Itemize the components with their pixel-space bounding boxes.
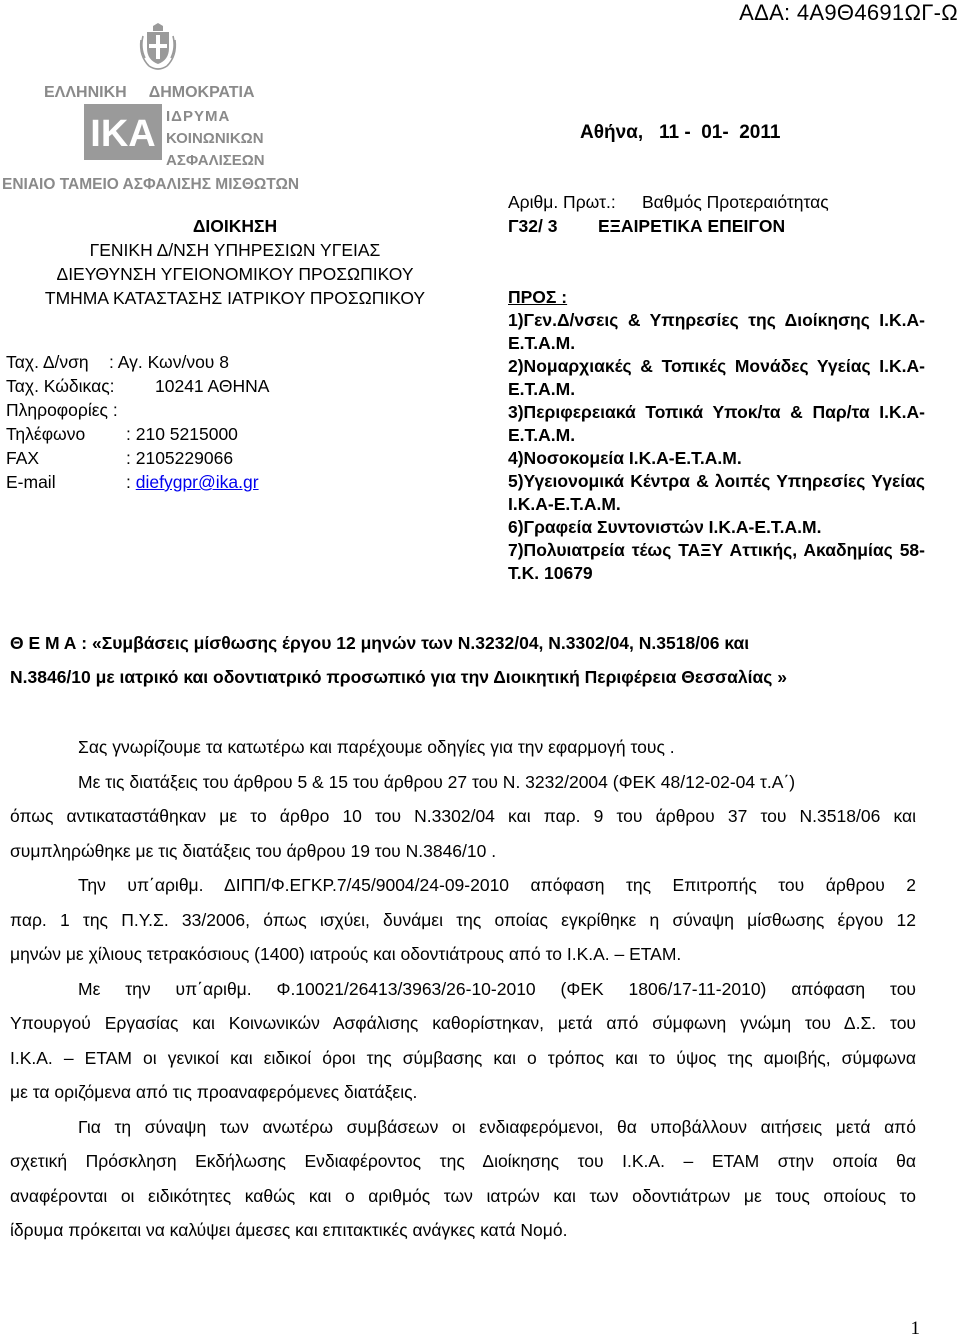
subject-line: Θ Ε Μ Α : «Συμβάσεις μίσθωσης έργου 12 μηνών των Ν.3232/04, Ν.3302/04, Ν.3518/06 και bbox=[10, 633, 750, 653]
ika-logo-icon bbox=[84, 104, 162, 160]
recipient-item: 2)Νομαρχιακές & Τοπικές Μονάδες Υγείας Ι.Κ.Α-Ε.Τ.Α.Μ. bbox=[508, 356, 925, 399]
recipient-item: 3)Περιφερειακά Τοπικά Υποκ/τα & Παρ/τα Ι.Κ.Α-Ε.Τ.Α.Μ. bbox=[508, 402, 925, 445]
email-link[interactable]: diefygpr@ika.gr bbox=[135, 472, 259, 492]
recipients-block bbox=[508, 286, 925, 585]
subject-line: Ν.3846/10 με ιατρικό και οδοντιατρικό προσωπικό για την Διοικητική Περιφέρεια Θεσσαλίας » bbox=[10, 667, 787, 687]
ika-logo-letters: ΙΚΑ bbox=[90, 113, 156, 155]
page-number: 1 bbox=[910, 1318, 920, 1339]
greek-emblem-icon bbox=[137, 22, 179, 72]
body-line: ίδρυμα πρόκειται να καλύψει άμεσες και επιτακτικές ανάγκες κατά Νομό. bbox=[10, 1220, 568, 1240]
body-line: σχετική Πρόσκληση Εκδήλωσης Ενδιαφέροντος της Διοίκησης του Ι.Κ.Α. – ΕΤΑΜ στην οποία θα bbox=[10, 1151, 916, 1171]
recipient-item: 1)Γεν.Δ/νσεις & Υπηρεσίες της Διοίκησης Ι.Κ.Α-Ε.Τ.Α.Μ. bbox=[508, 310, 925, 353]
body-line: Την υπ΄αριθμ. ΔΙΠΠ/Φ.ΕΓΚΡ.7/45/9004/24-09-2010 απόφαση της Επιτροπής του άρθρου 2 bbox=[78, 875, 916, 895]
recipient-item: 7)Πολυιατρεία τέως ΤΑΞΥ Αττικής, Ακαδημίας 58-Τ.Κ. 10679 bbox=[508, 540, 925, 583]
recipient-item: 4)Νοσοκομεία Ι.Κ.Α-Ε.Τ.Α.Μ. bbox=[508, 448, 742, 468]
subject-block bbox=[10, 626, 916, 694]
document-date: Αθήνα, 11 - 01- 2011 bbox=[580, 122, 781, 143]
ada-code: ΑΔΑ: 4Α9Θ4691ΩΓ-Ω bbox=[739, 0, 958, 25]
recipient-item: 5)Υγειονομικά Κέντρα & λοιπές Υπηρεσίες Υγείας Ι.Κ.Α-Ε.Τ.Α.Μ. bbox=[508, 471, 925, 514]
sender-line: ΔΙΕΥΘΥΝΣΗ ΥΓΕΙΟΝΟΜΙΚΟΥ ΠΡΟΣΩΠΙΚΟΥ bbox=[56, 264, 414, 284]
body-line: Υπουργού Εργασίας και Κοινωνικών Ασφάλισης καθορίστηκαν, μετά από σύμφωνη γνώμη του Δ.Σ. του bbox=[10, 1013, 916, 1033]
body-line: μηνών με χίλιους τετρακόσιους (1400) ιατρούς και οδοντιάτρους από το Ι.Κ.Α. – ΕΤΑΜ. bbox=[10, 944, 682, 964]
body-line: Για τη σύναψη των ανωτέρω συμβάσεων οι ενδιαφερόμενοι, θα υποβάλλουν αιτήσεις μετά από bbox=[78, 1116, 916, 1137]
ika-logo-subtitle: ΙΔΡΥΜΑ ΚΟΙΝΩΝΙΚΩΝ ΑΣΦΑΛΙΣΕΩΝ bbox=[166, 108, 265, 169]
sender-line: ΤΜΗΜΑ ΚΑΤΑΣΤΑΣΗΣ ΙΑΤΡΙΚΟΥ ΠΡΟΣΩΠΙΚΟΥ bbox=[44, 288, 426, 308]
body-line: με τα οριζόμενα από τις προαναφερόμενες διατάξεις. bbox=[10, 1082, 418, 1102]
recipient-item: 6)Γραφεία Συντονιστών Ι.Κ.Α-Ε.Τ.Α.Μ. bbox=[508, 517, 822, 537]
sender-title: ΔΙΟΙΚΗΣΗ bbox=[192, 216, 278, 236]
body-text bbox=[10, 730, 916, 1248]
ika-full-name: ΕΝΙΑΙΟ ΤΑΜΕΙΟ ΑΣΦΑΛΙΣΗΣ ΜΙΣΘΩΤΩΝ bbox=[2, 176, 300, 193]
body-line: Ι.Κ.Α. – ΕΤΑΜ οι γενικοί και ειδικοί όροι της σύμβασης και ο τρόπος και το ύψος της αμοιβής, σύμφωνα bbox=[10, 1047, 916, 1068]
body-line: αναφέρονται οι ειδικότητες καθώς και ο αριθμός των ιατρών και των οδοντιάτρων με τους οποίους το bbox=[10, 1185, 916, 1206]
body-line: παρ. 1 της Π.Υ.Σ. 33/2006, όπως ισχύει, δυνάμει της οποίας εγκρίθηκε η σύναψη μίσθωσης έργου 12 bbox=[10, 909, 916, 930]
republic-label: ΕΛΛΗΝΙΚΗ ΔΗΜΟΚΡΑΤΙΑ bbox=[44, 84, 255, 101]
protocol-block: Αριθμ. Πρωτ.: Βαθμός Προτεραιότητας Γ32/ 3 ΕΞΑΙΡΕΤΙΚΑ ΕΠΕΙΓΟΝ bbox=[508, 192, 829, 236]
body-line: Με την υπ΄αριθμ. Φ.10021/26413/3963/26-10-2010 (ΦΕΚ 1806/17-11-2010) απόφαση του bbox=[78, 978, 916, 999]
body-line: συμπληρώθηκε με τις διατάξεις του άρθρου 19 του Ν.3846/10 . bbox=[10, 840, 497, 861]
body-line: όπως αντικαταστάθηκαν με το άρθρο 10 του Ν.3302/04 και παρ. 9 του άρθρου 37 του Ν.3518/06 και bbox=[10, 806, 916, 826]
sender-header bbox=[0, 214, 470, 310]
body-line: Με τις διατάξεις του άρθρου 5 & 15 του άρθρου 27 του Ν. 3232/2004 (ΦΕΚ 48/12-02-04 τ.Α΄) bbox=[78, 771, 796, 792]
sender-line: ΓΕΝΙΚΗ Δ/ΝΣΗ ΥΠΗΡΕΣΙΩΝ ΥΓΕΙΑΣ bbox=[89, 240, 381, 260]
body-line: Σας γνωρίζουμε τα κατωτέρω και παρέχουμε οδηγίες για την εφαρμογή τους . bbox=[78, 737, 675, 757]
recipients-label: ΠΡΟΣ : bbox=[508, 287, 568, 307]
